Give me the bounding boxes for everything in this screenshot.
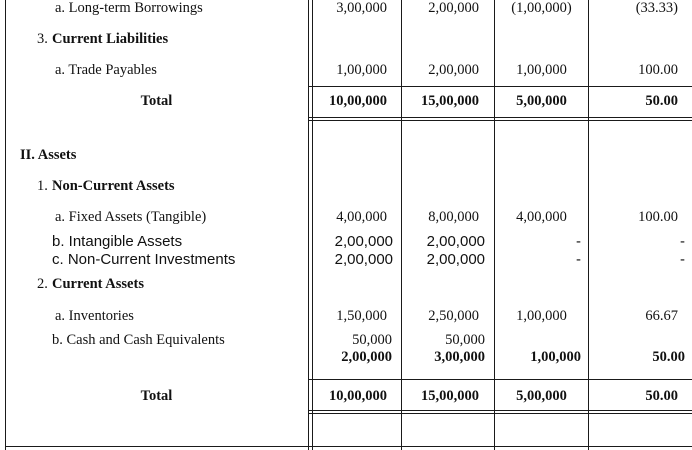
absolute-change-subtotal: 1,00,000: [530, 349, 581, 365]
previous-year-value: 1,50,000: [336, 308, 387, 324]
row-label: a. Trade Payables: [55, 62, 157, 78]
row-line: [308, 413, 692, 414]
current-year-total: 15,00,000: [421, 93, 479, 109]
percent-change-value: -: [680, 233, 685, 250]
percent-change-value: -: [680, 251, 685, 268]
section-number: 2.: [37, 276, 48, 292]
previous-year-value: 50,000: [352, 332, 392, 348]
previous-year-subtotal: 2,00,000: [341, 349, 392, 365]
absolute-change-value: (1,00,000): [511, 0, 572, 16]
section-number: 3.: [37, 31, 48, 47]
current-year-value: 2,00,000: [426, 251, 485, 268]
bottom-border: [5, 446, 692, 447]
absolute-change-value: 1,00,000: [516, 62, 567, 78]
section-title: Current Assets: [52, 276, 144, 292]
previous-year-value: 2,00,000: [334, 251, 393, 268]
row-label: c. Non-Current Investments: [52, 251, 236, 268]
previous-year-total: 10,00,000: [329, 93, 387, 109]
section-title: Non-Current Assets: [52, 178, 175, 194]
current-year-subtotal: 3,00,000: [434, 349, 485, 365]
percent-change-value: 100.00: [638, 209, 678, 225]
row-line: [308, 86, 692, 87]
previous-year-value: 4,00,000: [336, 209, 387, 225]
previous-year-total: 10,00,000: [329, 388, 387, 404]
previous-year-value: 2,00,000: [334, 233, 393, 250]
row-label: b. Intangible Assets: [52, 233, 183, 250]
absolute-change-total: 5,00,000: [516, 388, 567, 404]
previous-year-value: 1,00,000: [336, 62, 387, 78]
row-label: a. Inventories: [55, 308, 134, 324]
row-line: [308, 379, 692, 380]
row-label: a. Fixed Assets (Tangible): [55, 209, 207, 225]
total-label: Total: [140, 388, 173, 404]
percent-change-value: (33.33): [635, 0, 678, 16]
section-number: 1.: [37, 178, 48, 194]
border-left: [5, 0, 6, 450]
current-year-value: 2,00,000: [428, 0, 479, 16]
absolute-change-value: 1,00,000: [516, 308, 567, 324]
row-label: b. Cash and Cash Equivalents: [52, 332, 225, 348]
percent-change-total: 50.00: [645, 93, 678, 109]
percent-change-value: 100.00: [638, 62, 678, 78]
current-year-value: 8,00,000: [428, 209, 479, 225]
row-line: [308, 117, 692, 118]
total-label: Total: [140, 93, 173, 109]
row-line: [308, 410, 692, 411]
current-year-value: 2,00,000: [428, 62, 479, 78]
current-year-value: 2,50,000: [428, 308, 479, 324]
absolute-change-value: -: [576, 233, 581, 250]
current-year-total: 15,00,000: [421, 388, 479, 404]
percent-change-subtotal: 50.00: [652, 349, 685, 365]
percent-change-value: 66.67: [645, 308, 678, 324]
current-year-value: 50,000: [445, 332, 485, 348]
section-title: Current Liabilities: [52, 31, 169, 47]
assets-heading: II. Assets: [20, 147, 77, 163]
row-label: a. Long-term Borrowings: [55, 0, 203, 16]
absolute-change-value: -: [576, 251, 581, 268]
current-year-value: 2,00,000: [426, 233, 485, 250]
column-divider: [308, 0, 309, 450]
row-line: [308, 120, 692, 121]
absolute-change-total: 5,00,000: [516, 93, 567, 109]
previous-year-value: 3,00,000: [336, 0, 387, 16]
absolute-change-value: 4,00,000: [516, 209, 567, 225]
percent-change-total: 50.00: [645, 388, 678, 404]
